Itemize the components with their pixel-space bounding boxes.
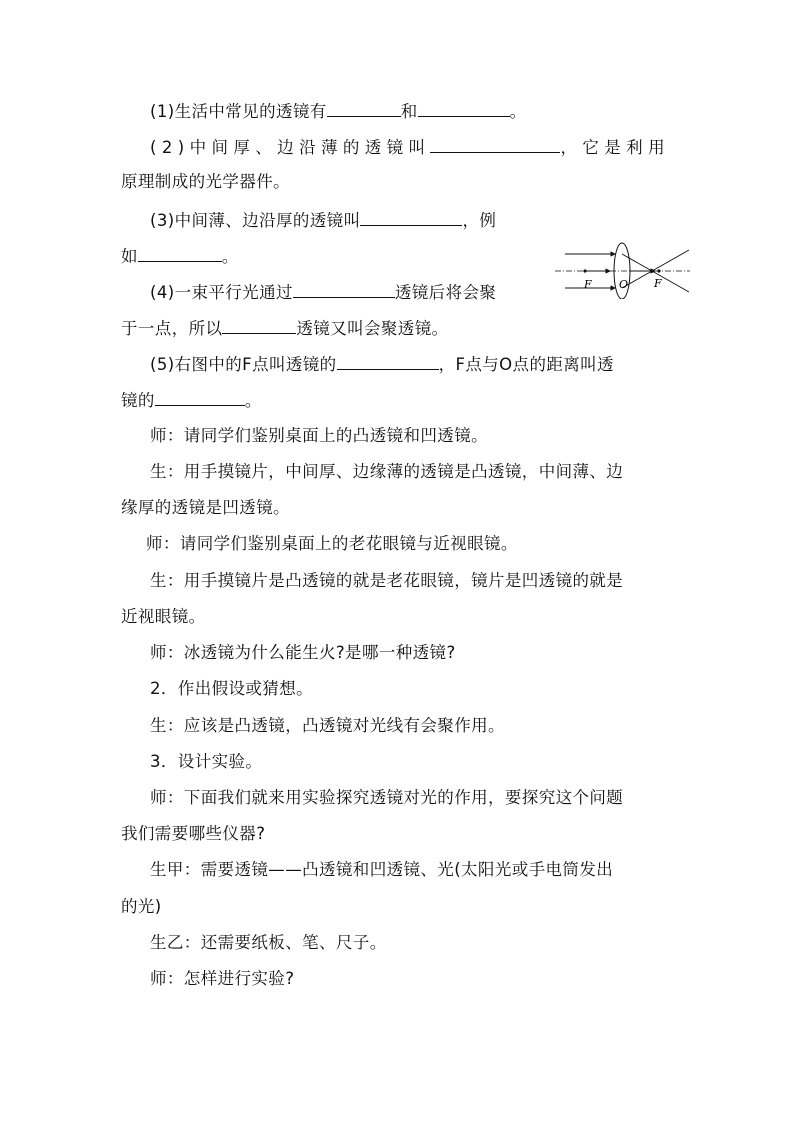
answer-blank[interactable] [222, 317, 296, 334]
question-4-text: (4)一束平行光通过 [150, 283, 293, 302]
question-5-text-after: ，F点与O点的距离叫透 [438, 355, 614, 374]
question-3-continuation: 如 [121, 247, 138, 266]
dialog-line: 生甲：需要透镜——凸透镜和凹透镜、光(太阳光或手电筒发出 [150, 860, 614, 879]
question-3-line-1 [150, 209, 496, 231]
focal-point-left [583, 269, 586, 272]
question-5-end: 。 [244, 391, 262, 410]
answer-blank[interactable] [418, 100, 510, 117]
dialog-line: 生乙：还需要纸板、笔、尺子。 [150, 933, 387, 952]
question-4-text-after: 透镜后将会聚 [394, 283, 497, 302]
question-1-end: 。 [509, 102, 527, 121]
answer-blank[interactable] [337, 353, 439, 370]
question-3-text: (3)中间薄、边沿厚的透镜叫 [150, 211, 361, 230]
question-2-continuation: 原理制成的光学器件。 [121, 172, 290, 191]
question-2-text-after: ，它是利用 [560, 138, 670, 157]
answer-blank[interactable] [138, 245, 222, 262]
optical-center-label: O [619, 278, 629, 291]
answer-blank[interactable] [430, 136, 560, 153]
question-5-text: (5)右图中的F点叫透镜的 [150, 355, 337, 374]
dialog-line: 生：应该是凸透镜，凸透镜对光线有会聚作用。 [150, 716, 505, 735]
question-4-end: 透镜又叫会聚透镜。 [296, 319, 449, 338]
question-3-end: 。 [221, 247, 239, 266]
question-5-line-2 [121, 389, 262, 411]
dialog-line: 的光) [121, 897, 162, 916]
dialog-line: 师：怎样进行实验? [150, 969, 295, 988]
question-4-line-2 [121, 317, 449, 339]
dialog-line: 师：请同学们鉴别桌面上的凸透镜和凹透镜。 [150, 426, 488, 445]
dialog-line: 近视眼镜。 [121, 607, 206, 626]
dialog-line: 我们需要哪些仪器? [121, 824, 266, 843]
question-1-connector: 和 [400, 102, 418, 121]
focal-point-right [657, 269, 660, 272]
question-4-continuation: 于一点，所以 [121, 319, 223, 338]
question-3-text-after: ，例 [462, 211, 497, 230]
focal-label-left: F [584, 278, 592, 291]
section-heading: 3．设计实验。 [150, 752, 263, 771]
answer-blank[interactable] [155, 389, 245, 406]
section-heading: 2．作出假设或猜想。 [150, 679, 313, 698]
answer-blank[interactable] [360, 209, 462, 226]
dialog-line: 师：冰透镜为什么能生火?是哪一种透镜? [150, 643, 456, 662]
question-1-text: (1)生活中常见的透镜有 [150, 102, 327, 121]
dialog-line: 生：用手摸镜片，中间厚、边缘薄的透镜是凸透镜，中间薄、边 [150, 462, 624, 481]
answer-blank[interactable] [293, 281, 395, 298]
question-4-line-1 [150, 281, 496, 303]
dialog-line: 师：下面我们就来用实验探究透镜对光的作用，要探究这个问题 [150, 788, 624, 807]
dialog-line: 缘厚的透镜是凹透镜。 [121, 498, 290, 517]
focal-label-right: F [654, 277, 662, 290]
question-2-line-2 [121, 172, 290, 192]
convex-lens-diagram [555, 237, 690, 299]
question-5-continuation: 镜的 [121, 391, 155, 410]
dialog-line: 生：用手摸镜片是凸透镜的就是老花眼镜，镜片是凹透镜的就是 [150, 571, 624, 590]
answer-blank[interactable] [327, 100, 401, 117]
question-2-line-1 [150, 136, 670, 158]
question-1 [150, 100, 527, 122]
question-5-line-1 [150, 353, 614, 375]
dialog-line: 师：请同学们鉴别桌面上的老花眼镜与近视眼镜。 [146, 534, 518, 553]
question-2-text: (2)中间厚、边沿薄的透镜叫 [150, 138, 431, 157]
question-3-line-2 [121, 245, 239, 267]
